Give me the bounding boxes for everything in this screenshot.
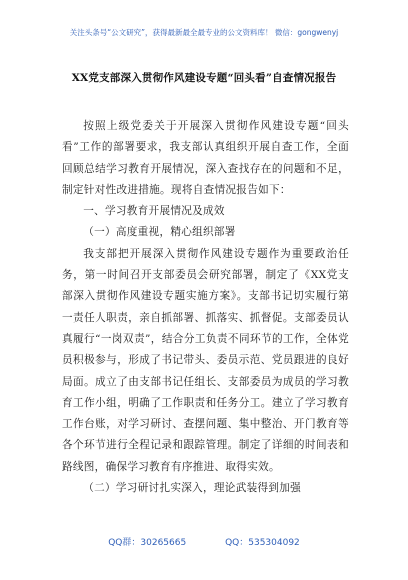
subsection-heading-2: （二）学习研讨扎实深入，理论武装得到加强 xyxy=(83,482,302,495)
footer-contact xyxy=(0,535,408,548)
subsection-heading-1: （一）高度重视，精心组织部署 xyxy=(83,226,236,239)
intro-paragraph: 按照上级党委关于开展深入贯彻作风建设专题“回头看”工作的部署要求，我支部认真组织开展自查工作，全面回顾总结学习教育开展情况，深入查找存在的问题和不足，制定针对性改进措施。现将自查情况报告如下： xyxy=(62,120,349,196)
header-banner: 关注头条号“公文研究”，获得最新最全最专业的公文资料库！ 微信：gongwenyj xyxy=(69,28,339,37)
section-heading-1: 一、学习教育开展情况及成效 xyxy=(83,205,225,218)
document-body xyxy=(62,116,349,499)
footer-qq-group: QQ群：30265665 xyxy=(108,538,187,548)
footer-qq: QQ：535304092 xyxy=(225,538,300,548)
document-title: XX党支部深入贯彻作风建设专题“回头看”自查情况报告 xyxy=(71,72,337,84)
body-paragraph-1: 我支部把开展深入贯彻作风建设专题作为重要政治任务，第一时间召开支部委员会研究部署，制定了《XX党支部深入贯彻作风建设专题实施方案》。支部书记切实履行第一责任人职责，亲自抓部署、抓落实、抓督促。支部委员认真履行“一岗双责”，结合分工负责不同环节的工作，全体党员积极参与，形成了书记带头、委员示范、党员跟进的良好局面。成立了由支部书记任组长、支部委员为成员的学习教育工作小组，明确了工作职责和任务分工。建立了学习教育工作台账，对学习研讨、查摆问题、集中整治、开门教育等各个环节进行全程记录和跟踪管理。制定了详细的时间表和路线图，确保学习教育有序推进、取得实效。 xyxy=(62,247,349,473)
